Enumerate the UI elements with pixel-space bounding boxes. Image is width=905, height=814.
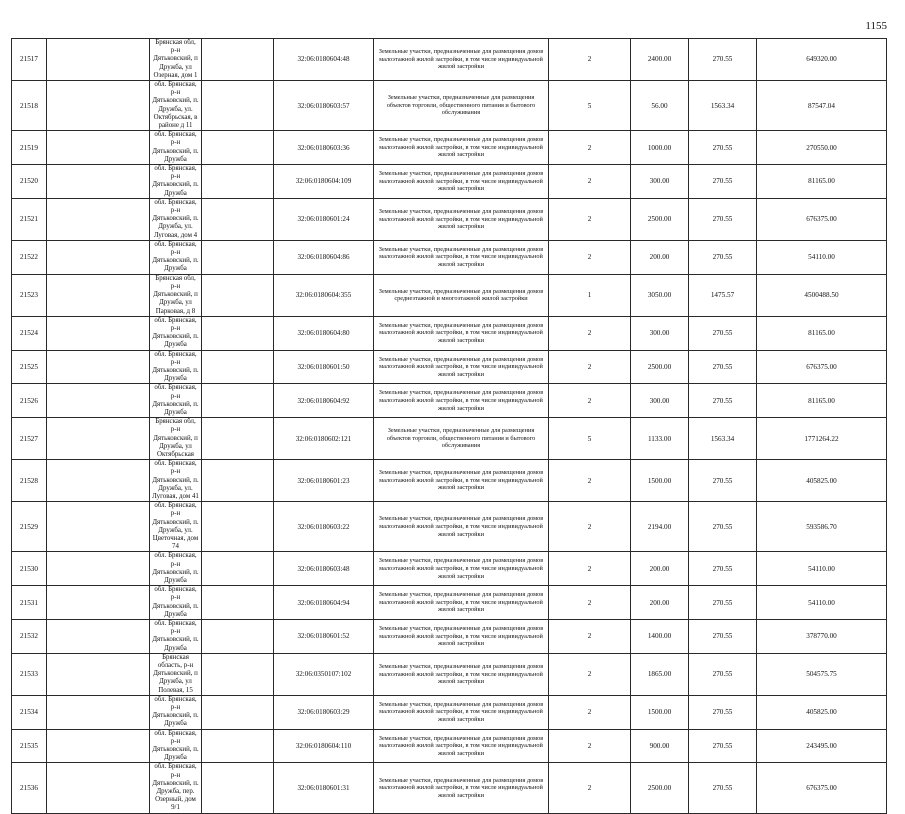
table-row <box>12 729 887 763</box>
permitted-use-cell: Земельные участки, предназначенные для размещения домов малоэтажной жилой застройки, в том числе индивидуальной жилой застройки <box>374 552 549 586</box>
empty-cell <box>202 502 274 552</box>
row-number-cell: 21521 <box>12 198 47 240</box>
table-row <box>12 39 887 81</box>
empty-cell <box>202 586 274 620</box>
address-cell: обл. Брянская, р-н Дятьковский, п. Дружба, ул. Луговая, дом 4 <box>150 198 202 240</box>
empty-cell <box>202 695 274 729</box>
area-cell: 1500.00 <box>631 695 689 729</box>
empty-cell <box>202 165 274 199</box>
cadastral-number-cell: 32:06:0180601:50 <box>274 350 374 384</box>
row-number-cell: 21536 <box>12 763 47 813</box>
cadastral-number-cell: 32:06:0180604:355 <box>274 274 374 316</box>
cadastral-value-cell: 504575.75 <box>757 653 887 695</box>
table-row <box>12 384 887 418</box>
empty-cell <box>202 552 274 586</box>
empty-cell <box>47 695 150 729</box>
row-number-cell: 21525 <box>12 350 47 384</box>
empty-cell <box>202 198 274 240</box>
area-cell: 2500.00 <box>631 763 689 813</box>
cadastral-value-cell: 676375.00 <box>757 763 887 813</box>
use-category-cell: 2 <box>549 653 631 695</box>
empty-cell <box>47 165 150 199</box>
table-row <box>12 274 887 316</box>
permitted-use-cell: Земельные участки, предназначенные для размещения домов малоэтажной жилой застройки, в том числе индивидуальной жилой застройки <box>374 729 549 763</box>
specific-value-cell: 1563.34 <box>689 418 757 460</box>
area-cell: 300.00 <box>631 384 689 418</box>
row-number-cell: 21534 <box>12 695 47 729</box>
address-cell: обл. Брянская, р-н Дятьковский, п. Дружба, ул. Луговая, дом 41 <box>150 460 202 502</box>
cadastral-number-cell: 32:06:0180603:36 <box>274 131 374 165</box>
cadastral-value-cell: 54110.00 <box>757 240 887 274</box>
cadastral-value-cell: 378770.00 <box>757 620 887 654</box>
cadastral-value-cell: 4500488.50 <box>757 274 887 316</box>
empty-cell <box>47 316 150 350</box>
use-category-cell: 2 <box>549 240 631 274</box>
cadastral-number-cell: 32:06:0180604:86 <box>274 240 374 274</box>
use-category-cell: 2 <box>549 131 631 165</box>
row-number-cell: 21522 <box>12 240 47 274</box>
cadastral-value-cell: 405825.00 <box>757 460 887 502</box>
area-cell: 200.00 <box>631 552 689 586</box>
land-valuation-table-wrap <box>11 38 887 814</box>
table-row <box>12 240 887 274</box>
empty-cell <box>202 350 274 384</box>
table-row <box>12 165 887 199</box>
table-body <box>12 39 887 814</box>
row-number-cell: 21535 <box>12 729 47 763</box>
cadastral-value-cell: 593586.70 <box>757 502 887 552</box>
address-cell: обл. Брянская, р-н Дятьковский, п. Дружба <box>150 131 202 165</box>
area-cell: 1400.00 <box>631 620 689 654</box>
specific-value-cell: 1563.34 <box>689 81 757 131</box>
row-number-cell: 21520 <box>12 165 47 199</box>
permitted-use-cell: Земельные участки, предназначенные для размещения домов малоэтажной жилой застройки, в том числе индивидуальной жилой застройки <box>374 695 549 729</box>
specific-value-cell: 270.55 <box>689 39 757 81</box>
permitted-use-cell: Земельные участки, предназначенные для размещения домов малоэтажной жилой застройки, в том числе индивидуальной жилой застройки <box>374 763 549 813</box>
permitted-use-cell: Земельные участки, предназначенные для размещения домов малоэтажной жилой застройки, в том числе индивидуальной жилой застройки <box>374 502 549 552</box>
empty-cell <box>202 384 274 418</box>
table-row <box>12 418 887 460</box>
address-cell: обл. Брянская, р-н Дятьковский, п. Дружба, ул. Цветочная, дом 74 <box>150 502 202 552</box>
empty-cell <box>202 131 274 165</box>
specific-value-cell: 270.55 <box>689 198 757 240</box>
use-category-cell: 2 <box>549 763 631 813</box>
use-category-cell: 2 <box>549 695 631 729</box>
specific-value-cell: 270.55 <box>689 695 757 729</box>
row-number-cell: 21524 <box>12 316 47 350</box>
empty-cell <box>202 81 274 131</box>
specific-value-cell: 1475.57 <box>689 274 757 316</box>
permitted-use-cell: Земельные участки, предназначенные для размещения домов малоэтажной жилой застройки, в том числе индивидуальной жилой застройки <box>374 39 549 81</box>
address-cell: обл. Брянская, р-н Дятьковский, п. Дружба <box>150 165 202 199</box>
area-cell: 200.00 <box>631 240 689 274</box>
empty-cell <box>202 729 274 763</box>
use-category-cell: 2 <box>549 620 631 654</box>
row-number-cell: 21526 <box>12 384 47 418</box>
specific-value-cell: 270.55 <box>689 316 757 350</box>
permitted-use-cell: Земельные участки, предназначенные для размещения домов малоэтажной жилой застройки, в том числе индивидуальной жилой застройки <box>374 384 549 418</box>
address-cell: обл. Брянская, р-н Дятьковский, п. Дружба <box>150 586 202 620</box>
area-cell: 2500.00 <box>631 198 689 240</box>
table-row <box>12 502 887 552</box>
row-number-cell: 21529 <box>12 502 47 552</box>
cadastral-value-cell: 81165.00 <box>757 165 887 199</box>
address-cell: Брянская область, р-н Дятьковский, п Дружба, ул Полевая, 15 <box>150 653 202 695</box>
table-row <box>12 552 887 586</box>
area-cell: 1133.00 <box>631 418 689 460</box>
cadastral-value-cell: 54110.00 <box>757 586 887 620</box>
address-cell: обл. Брянская, р-н Дятьковский, п. Дружба <box>150 552 202 586</box>
empty-cell <box>202 240 274 274</box>
cadastral-value-cell: 87547.04 <box>757 81 887 131</box>
address-cell: обл. Брянская, р-н Дятьковский, п. Дружба <box>150 384 202 418</box>
table-row <box>12 316 887 350</box>
empty-cell <box>47 240 150 274</box>
cadastral-value-cell: 270550.00 <box>757 131 887 165</box>
cadastral-value-cell: 243495.00 <box>757 729 887 763</box>
empty-cell <box>202 620 274 654</box>
cadastral-number-cell: 32:06:0350107:102 <box>274 653 374 695</box>
empty-cell <box>202 418 274 460</box>
specific-value-cell: 270.55 <box>689 586 757 620</box>
row-number-cell: 21532 <box>12 620 47 654</box>
land-valuation-table <box>11 38 887 814</box>
permitted-use-cell: Земельные участки, предназначенные для размещения домов малоэтажной жилой застройки, в том числе индивидуальной жилой застройки <box>374 316 549 350</box>
table-row <box>12 586 887 620</box>
use-category-cell: 2 <box>549 729 631 763</box>
permitted-use-cell: Земельные участки, предназначенные для размещения домов малоэтажной жилой застройки, в том числе индивидуальной жилой застройки <box>374 165 549 199</box>
page-number: 1155 <box>865 20 887 32</box>
row-number-cell: 21519 <box>12 131 47 165</box>
cadastral-number-cell: 32:06:0180601:24 <box>274 198 374 240</box>
cadastral-number-cell: 32:06:0180603:57 <box>274 81 374 131</box>
cadastral-number-cell: 32:06:0180602:121 <box>274 418 374 460</box>
table-row <box>12 763 887 813</box>
row-number-cell: 21531 <box>12 586 47 620</box>
empty-cell <box>47 384 150 418</box>
cadastral-number-cell: 32:06:0180601:23 <box>274 460 374 502</box>
empty-cell <box>47 460 150 502</box>
specific-value-cell: 270.55 <box>689 384 757 418</box>
empty-cell <box>47 620 150 654</box>
specific-value-cell: 270.55 <box>689 729 757 763</box>
specific-value-cell: 270.55 <box>689 763 757 813</box>
empty-cell <box>202 274 274 316</box>
permitted-use-cell: Земельные участки, предназначенные для размещения домов малоэтажной жилой застройки, в том числе индивидуальной жилой застройки <box>374 586 549 620</box>
row-number-cell: 21527 <box>12 418 47 460</box>
table-row <box>12 620 887 654</box>
row-number-cell: 21523 <box>12 274 47 316</box>
empty-cell <box>47 729 150 763</box>
cadastral-number-cell: 32:06:0180603:22 <box>274 502 374 552</box>
permitted-use-cell: Земельные участки, предназначенные для размещения домов малоэтажной жилой застройки, в том числе индивидуальной жилой застройки <box>374 240 549 274</box>
permitted-use-cell: Земельные участки, предназначенные для размещения домов малоэтажной жилой застройки, в том числе индивидуальной жилой застройки <box>374 460 549 502</box>
area-cell: 1865.00 <box>631 653 689 695</box>
area-cell: 900.00 <box>631 729 689 763</box>
specific-value-cell: 270.55 <box>689 350 757 384</box>
empty-cell <box>47 502 150 552</box>
permitted-use-cell: Земельные участки, предназначенные для размещения домов малоэтажной жилой застройки, в том числе индивидуальной жилой застройки <box>374 131 549 165</box>
cadastral-number-cell: 32:06:0180604:80 <box>274 316 374 350</box>
empty-cell <box>47 586 150 620</box>
area-cell: 300.00 <box>631 316 689 350</box>
use-category-cell: 2 <box>549 502 631 552</box>
table-row <box>12 81 887 131</box>
use-category-cell: 5 <box>549 81 631 131</box>
address-cell: обл. Брянская, р-н Дятьковский, п. Дружба <box>150 729 202 763</box>
address-cell: обл. Брянская, р-н Дятьковский, п. Дружба, пер. Озерный, дом 9/1 <box>150 763 202 813</box>
permitted-use-cell: Земельные участки, предназначенные для размещения домов малоэтажной жилой застройки, в том числе индивидуальной жилой застройки <box>374 198 549 240</box>
cadastral-number-cell: 32:06:0180604:109 <box>274 165 374 199</box>
permitted-use-cell: Земельные участки, предназначенные для размещения объектов торговли, общественного питания и бытового обслуживания <box>374 418 549 460</box>
cadastral-number-cell: 32:06:0180604:110 <box>274 729 374 763</box>
cadastral-value-cell: 676375.00 <box>757 350 887 384</box>
permitted-use-cell: Земельные участки, предназначенные для размещения домов малоэтажной жилой застройки, в том числе индивидуальной жилой застройки <box>374 653 549 695</box>
area-cell: 2400.00 <box>631 39 689 81</box>
specific-value-cell: 270.55 <box>689 165 757 199</box>
use-category-cell: 2 <box>549 198 631 240</box>
specific-value-cell: 270.55 <box>689 131 757 165</box>
use-category-cell: 2 <box>549 165 631 199</box>
table-row <box>12 131 887 165</box>
cadastral-number-cell: 32:06:0180603:48 <box>274 552 374 586</box>
cadastral-value-cell: 405825.00 <box>757 695 887 729</box>
use-category-cell: 2 <box>549 350 631 384</box>
use-category-cell: 2 <box>549 460 631 502</box>
cadastral-number-cell: 32:06:0180604:48 <box>274 39 374 81</box>
address-cell: обл. Брянская, р-н Дятьковский, п. Дружба <box>150 695 202 729</box>
area-cell: 1500.00 <box>631 460 689 502</box>
use-category-cell: 2 <box>549 552 631 586</box>
cadastral-value-cell: 1771264.22 <box>757 418 887 460</box>
address-cell: обл. Брянская, р-н Дятьковский, п. Дружба <box>150 350 202 384</box>
table-row <box>12 460 887 502</box>
cadastral-value-cell: 676375.00 <box>757 198 887 240</box>
use-category-cell: 2 <box>549 39 631 81</box>
specific-value-cell: 270.55 <box>689 653 757 695</box>
address-cell: Брянская обл, р-н Дятьковский, п Дружба, ул Октябрьская <box>150 418 202 460</box>
empty-cell <box>47 274 150 316</box>
address-cell: Брянская обл, р-н Дятьковский, п Дружба, ул Озерная, дом 1 <box>150 39 202 81</box>
use-category-cell: 2 <box>549 586 631 620</box>
cadastral-value-cell: 81165.00 <box>757 384 887 418</box>
area-cell: 1000.00 <box>631 131 689 165</box>
cadastral-number-cell: 32:06:0180603:29 <box>274 695 374 729</box>
table-row <box>12 695 887 729</box>
area-cell: 300.00 <box>631 165 689 199</box>
row-number-cell: 21518 <box>12 81 47 131</box>
address-cell: обл. Брянская, р-н Дятьковский, п. Дружба, ул. Октябрьская, в районе д 11 <box>150 81 202 131</box>
row-number-cell: 21530 <box>12 552 47 586</box>
cadastral-number-cell: 32:06:0180601:52 <box>274 620 374 654</box>
area-cell: 200.00 <box>631 586 689 620</box>
address-cell: обл. Брянская, р-н Дятьковский, п. Дружба <box>150 620 202 654</box>
area-cell: 2194.00 <box>631 502 689 552</box>
permitted-use-cell: Земельные участки, предназначенные для размещения домов среднеэтажной и многоэтажной жилой застройки <box>374 274 549 316</box>
specific-value-cell: 270.55 <box>689 552 757 586</box>
empty-cell <box>47 131 150 165</box>
permitted-use-cell: Земельные участки, предназначенные для размещения домов малоэтажной жилой застройки, в том числе индивидуальной жилой застройки <box>374 350 549 384</box>
empty-cell <box>47 39 150 81</box>
specific-value-cell: 270.55 <box>689 240 757 274</box>
address-cell: Брянская обл, р-н Дятьковский, п Дружба, ул Парковая, д 8 <box>150 274 202 316</box>
empty-cell <box>47 198 150 240</box>
empty-cell <box>47 552 150 586</box>
empty-cell <box>47 350 150 384</box>
empty-cell <box>202 460 274 502</box>
empty-cell <box>202 316 274 350</box>
specific-value-cell: 270.55 <box>689 502 757 552</box>
specific-value-cell: 270.55 <box>689 620 757 654</box>
address-cell: обл. Брянская, р-н Дятьковский, п. Дружба <box>150 316 202 350</box>
table-row <box>12 198 887 240</box>
specific-value-cell: 270.55 <box>689 460 757 502</box>
cadastral-number-cell: 32:06:0180604:94 <box>274 586 374 620</box>
empty-cell <box>202 39 274 81</box>
row-number-cell: 21517 <box>12 39 47 81</box>
cadastral-number-cell: 32:06:0180604:92 <box>274 384 374 418</box>
empty-cell <box>47 653 150 695</box>
cadastral-number-cell: 32:06:0180601:31 <box>274 763 374 813</box>
use-category-cell: 5 <box>549 418 631 460</box>
area-cell: 2500.00 <box>631 350 689 384</box>
use-category-cell: 1 <box>549 274 631 316</box>
empty-cell <box>47 81 150 131</box>
address-cell: обл. Брянская, р-н Дятьковский, п. Дружба <box>150 240 202 274</box>
empty-cell <box>47 418 150 460</box>
table-row <box>12 350 887 384</box>
permitted-use-cell: Земельные участки, предназначенные для размещения домов малоэтажной жилой застройки, в том числе индивидуальной жилой застройки <box>374 620 549 654</box>
area-cell: 3050.00 <box>631 274 689 316</box>
use-category-cell: 2 <box>549 384 631 418</box>
cadastral-value-cell: 649320.00 <box>757 39 887 81</box>
empty-cell <box>47 763 150 813</box>
cadastral-value-cell: 81165.00 <box>757 316 887 350</box>
row-number-cell: 21528 <box>12 460 47 502</box>
use-category-cell: 2 <box>549 316 631 350</box>
row-number-cell: 21533 <box>12 653 47 695</box>
empty-cell <box>202 763 274 813</box>
cadastral-value-cell: 54110.00 <box>757 552 887 586</box>
area-cell: 56.00 <box>631 81 689 131</box>
table-row <box>12 653 887 695</box>
empty-cell <box>202 653 274 695</box>
permitted-use-cell: Земельные участки, предназначенные для размещения объектов торговли, общественного питания и бытового обслуживания <box>374 81 549 131</box>
